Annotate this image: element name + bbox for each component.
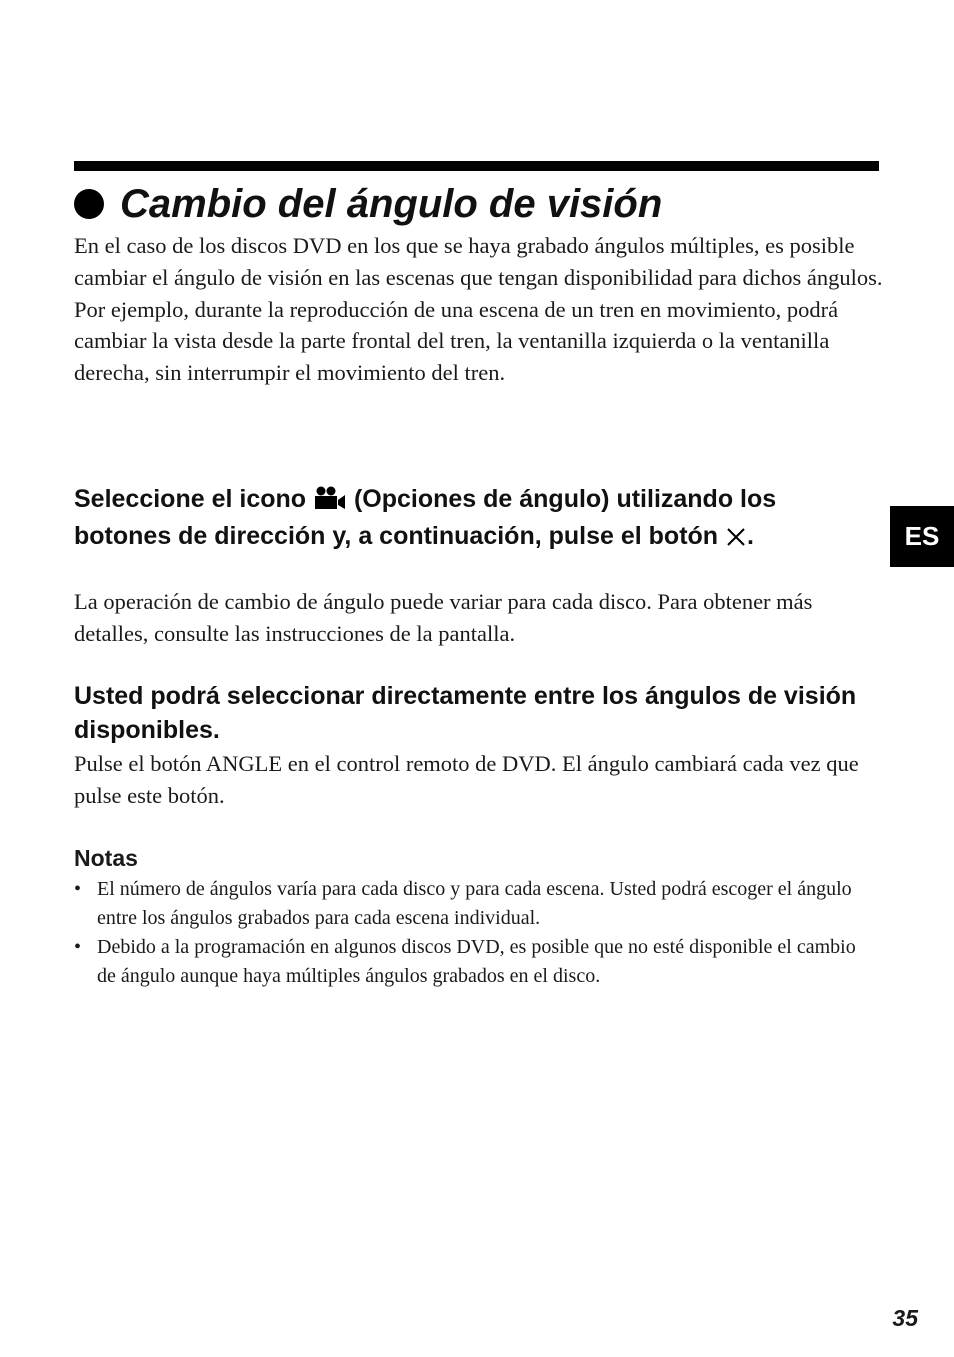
- step1-heading-rest: (Opciones de ángulo) utilizando los botones de dirección y, a continuación, pulse el botón: [74, 485, 777, 550]
- note-text: Debido a la programación en algunos discos DVD, es posible que no esté disponible el cambio de ángulo aunque haya múltiples ángulos grabados en el disco.: [97, 936, 856, 987]
- bullet-icon: •: [74, 878, 82, 900]
- section-rule: [74, 161, 879, 171]
- notes-title: Notas: [74, 845, 138, 871]
- bullet-icon: •: [74, 936, 82, 958]
- step1-heading-end: .: [747, 522, 754, 550]
- step2-heading: Usted podrá seleccionar directamente entre los ángulos de visión disponibles.: [74, 682, 857, 744]
- circle-bullet-icon: [74, 189, 104, 219]
- note-text: El número de ángulos varía para cada disco y para cada escena. Usted podrá escoger el ángulo entre los ángulos grabados para cada escena individual.: [97, 878, 852, 929]
- intro-paragraph: Por ejemplo, durante la reproducción de una escena de un tren en movimiento, podrá cambiar la vista desde la parte frontal del tren, la ventanilla izquierda o la ventanilla derecha, sin interrumpir el movimiento del tren.: [74, 296, 839, 386]
- intro-text: [74, 230, 884, 389]
- note-item: [74, 933, 864, 991]
- step2-text: [74, 748, 884, 812]
- angle-camera-icon: [313, 485, 347, 519]
- notes-list: [74, 875, 864, 991]
- note-item: [74, 875, 864, 933]
- step1-paragraph: La operación de cambio de ángulo puede variar para cada disco. Para obtener más detalles, consulte las instrucciones de la pantalla.: [74, 589, 813, 646]
- step1-heading: [74, 482, 874, 556]
- intro-paragraph: En el caso de los discos DVD en los que se haya grabado ángulos múltiples, es posible cambiar el ángulo de visión en las escenas que tengan disponibilidad para dichos ángulos.: [74, 233, 883, 290]
- step2-paragraph: Pulse el botón ANGLE en el control remoto de DVD. El ángulo cambiará cada vez que pulse este botón.: [74, 751, 859, 808]
- page-number: 35: [892, 1305, 918, 1331]
- step1-text: [74, 586, 884, 650]
- language-tab: ES: [890, 506, 954, 567]
- cross-button-icon: [725, 522, 747, 556]
- step1-heading-start: Seleccione el icono: [74, 485, 307, 513]
- section-title: [74, 178, 884, 230]
- section-title-text: Cambio del ángulo de visión: [120, 182, 663, 226]
